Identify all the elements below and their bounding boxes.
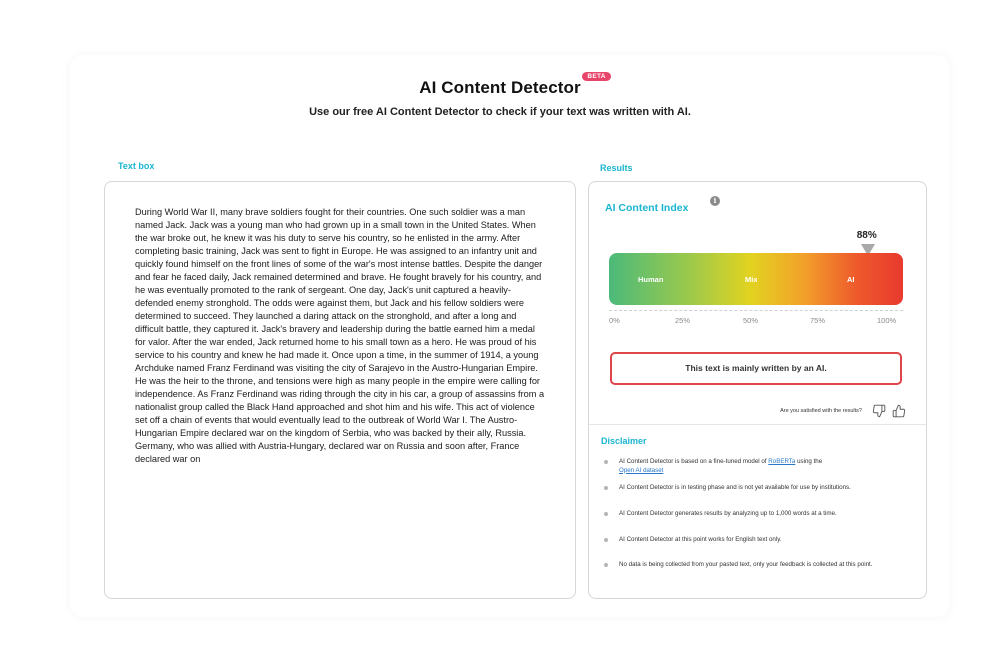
scale-line [609,310,903,311]
scale-tick: 0% [609,316,620,325]
title-wrap [419,73,606,98]
beta-badge: BETA [582,72,610,81]
score-label: 88% [856,230,877,241]
gauge-zone-ai: AI [847,275,855,284]
feedback-row [780,403,906,419]
roberta-link[interactable]: RoBERTa [768,458,796,465]
disclaimer-title: Disclaimer [601,436,647,446]
disclaimer-item: AI Content Detector at this point works for English text only. [603,536,913,561]
gauge-zone-mix: Mix [745,275,758,284]
thumbs-up-icon[interactable] [892,404,906,418]
disclaimer-item: AI Content Detector generates results by analyzing up to 1,000 words at a time. [603,510,913,536]
text-input-box[interactable] [104,181,576,599]
info-icon[interactable]: i [710,196,720,206]
text-box-label: Text box [118,161,155,171]
divider [589,424,926,425]
thumbs-down-icon[interactable] [872,404,886,418]
scale-tick: 50% [743,316,759,325]
text-input-content[interactable]: During World War II, many brave soldiers fought for their countries. One such soldier was a man named Jack. Jack was a young man who had grown up in a small town in the United States. When the war broke out, he knew it was his duty to serve his country, so he enlisted in the army. After completing basic training, Jack was sent to fight in Europe. He was assigned to an infantry unit and quickly found himself on the front lines of some of the war's most intense battles. Despite the danger and fear he faced daily, Jack remained determined and brave. He fought bravely for his country, and he was eventually promoted to the rank of sergeant. One day, Jack's unit captured a heavily-defended enemy stronghold. The odds were against them, but Jack and his fellow soldiers were determined to succeed. They launched a daring attack on the stronghold, and after a long and difficult battle, they captured it. Jack's bravery and leadership during the battle earned him a medal for valor. After the war ended, Jack returned home to his small town as a hero. He was proud of his service to his country and knew he had made it. Once upon a time, in the summer of 1914, a young Archduke named Franz Ferdinand was visiting the city of Sarajevo in the Austro-Hungarian Empire. He was the heir to the throne, and tensions were high as many people in the empire were calling for independence. As Franz Ferdinand was riding through the city in his car, a group of assassins from a nationalist group called the Black Hand approached and shot him and his wife. This act of violence set off a chain of events that would eventually lead to the outbreak of World War I. The Austro-Hungarian Empire declared war on the kingdom of Serbia, who was backed by their ally, Russia. Germany, who was allied with Austria-Hungary, declared war on Russia and soon after, France declared war on [135,207,545,464]
gauge-scale [609,316,905,328]
disclaimer-list [603,458,913,581]
disclaimer-item: No data is being collected from your pasted text, only your feedback is collected at this point. [603,561,913,581]
page-title: AI Content Detector [419,78,581,97]
disclaimer-text: AI Content Detector is based on a fine-tuned model of [619,458,769,465]
results-panel [588,181,927,599]
header [0,73,1000,118]
gauge-zone-human: Human [638,275,664,284]
ai-gauge-bar [609,253,903,305]
feedback-question: Are you satisfied with the results? [780,408,862,414]
scale-tick: 75% [810,316,826,325]
ai-content-index-title: AI Content Index [605,202,689,214]
openai-dataset-link[interactable]: Open AI dataset [619,466,664,474]
disclaimer-text: using the [795,458,823,465]
disclaimer-item [603,458,913,484]
result-verdict: This text is mainly written by an AI. [610,352,902,385]
scale-tick: 25% [675,316,691,325]
disclaimer-item: AI Content Detector is in testing phase and is not yet available for use by institutions. [603,484,913,510]
results-label: Results [600,163,633,173]
page-subtitle: Use our free AI Content Detector to check if your text was written with AI. [309,106,691,118]
scale-tick: 100% [877,316,897,325]
